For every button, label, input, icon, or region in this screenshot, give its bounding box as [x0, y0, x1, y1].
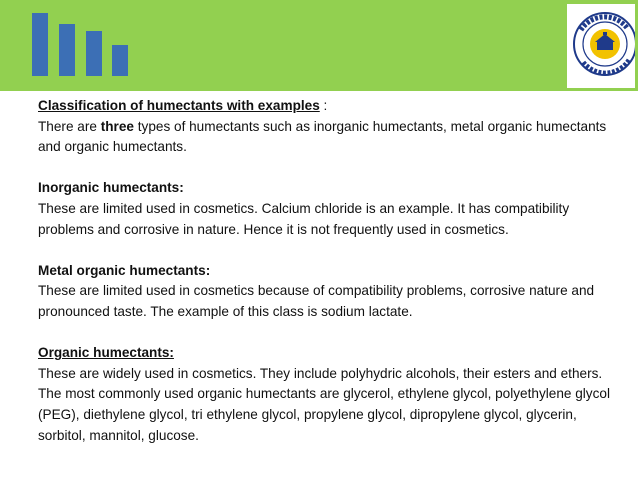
metal-heading: Metal organic humectants:: [38, 262, 211, 278]
bar-4: [112, 45, 128, 76]
bar-3: [86, 31, 102, 76]
inorganic-heading: Inorganic humectants:: [38, 180, 184, 196]
bar-1: [32, 13, 48, 76]
bar-2: [59, 24, 75, 76]
slide-title: [38, 96, 628, 117]
title-text: Classification of humectants with examples: [38, 98, 320, 113]
intro-bold: three: [100, 118, 134, 134]
organic-heading: Organic humectants:: [38, 345, 174, 361]
intro-after: types of humectants such as inorganic humectants, metal organic humectants and organic humectants.: [38, 118, 607, 155]
title-suffix: :: [319, 98, 328, 113]
intro-paragraph: [38, 117, 628, 158]
slide-content: [38, 96, 628, 446]
university-seal-icon: [567, 4, 635, 88]
header-banner: [0, 0, 638, 91]
metal-text: These are limited used in cosmetics because of compatibility problems, corrosive nature and pronounced taste. The example of this class is sodium lactate.: [38, 283, 595, 319]
bar-graphic-icon: [0, 0, 140, 91]
organic-text: These are widely used in cosmetics. They include polyhydric alcohols, their esters and ethers. The most commonly used organic humectants are glycerol, ethylene glycol, polyethylene glycol (PEG), diethylene glycol, tri ethylene glycol, propylene glycol, dipropylene glycol, glycerin, sorbitol, mannitol, glucose.: [38, 365, 610, 443]
intro-before: There are: [38, 118, 101, 134]
inorganic-text: These are limited used in cosmetics. Calcium chloride is an example. It has compatibility problems and corrosive in nature. Hence it is not frequently used in cosmetics.: [38, 200, 570, 237]
